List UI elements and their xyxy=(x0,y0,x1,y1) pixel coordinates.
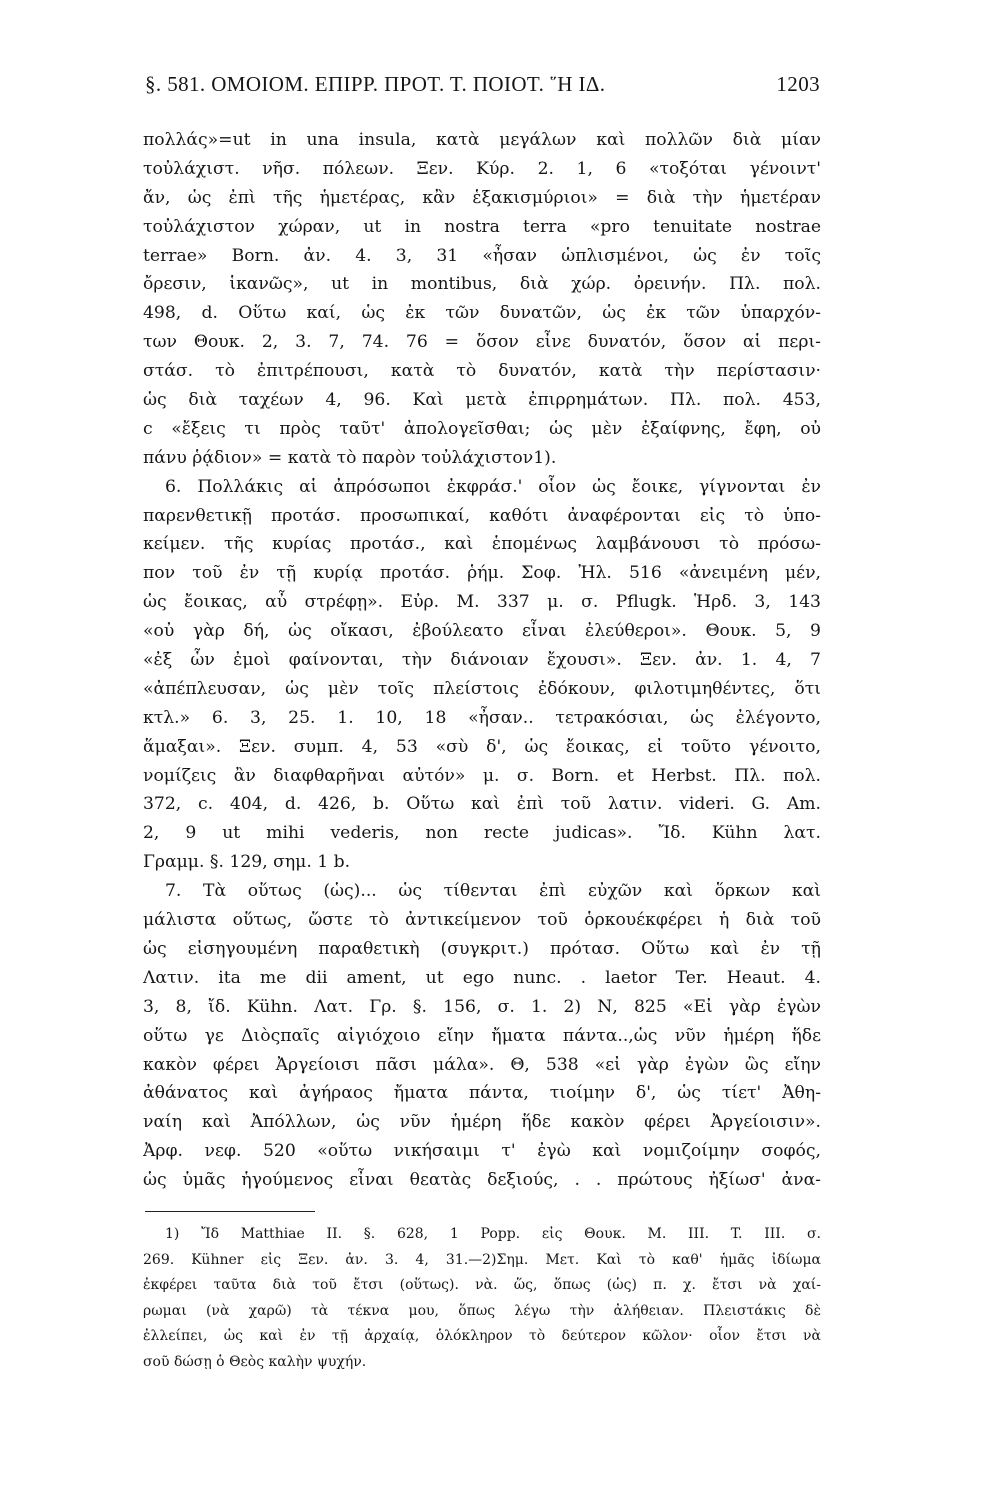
footnotes xyxy=(143,1222,821,1376)
text-line: ὡς ἔοικας, αὖ στρέφῃ». Εὐρ. Μ. 337 μ. σ. Pflugk. Ἡρδ. 3, 143 xyxy=(143,592,821,613)
text-line: ἀθάνατος καὶ ἀγήραος ἤματα πάντα, τιοίμην δ', ὡς τίετ' Ἀθη- xyxy=(143,1083,821,1104)
text-line: 372, c. 404, d. 426, b. Οὕτω καὶ ἐπὶ τοῦ λατιν. videri. G. Am. xyxy=(143,794,821,815)
text-line: τοὐλάχιστ. νῆσ. πόλεων. Ξεν. Κύρ. 2. 1, 6 «τοξόται γένοιντ' xyxy=(143,158,821,179)
text-line: τοὐλάχιστον χώραν, ut in nostra terra «pro tenuitate nostrae xyxy=(143,216,821,237)
running-header-title: §. 581. ΟΜΟΙΟΜ. ΕΠΙΡΡ. ΠΡΟΤ. Τ. ΠΟΙΟΤ. ῞Η ΙΔ. xyxy=(145,72,606,96)
text-line: «οὐ γὰρ δή, ὡς οἴκασι, ἐβούλεατο εἶναι ἐλεύθεροι». Θουκ. 5, 9 xyxy=(143,621,821,642)
text-line: «ἀπέπλευσαν, ὡς μὲν τοῖς πλείστοις ἐδόκουν, φιλοτιμηθέντες, ὅτι xyxy=(143,678,821,699)
text-line: Γραμμ. §. 129, σημ. 1 b. xyxy=(143,852,351,873)
text-line: κτλ.» 6. 3, 25. 1. 10, 18 «ἦσαν.. τετρακόσιαι, ὡς ἐλέγοντο, xyxy=(143,707,821,728)
text-line: κείμεν. τῆς κυρίας προτάσ., καὶ ἑπομένως λαμβάνουσι τὸ πρόσω- xyxy=(143,534,821,555)
running-header xyxy=(145,72,820,97)
text-line: 498, d. Οὕτω καί, ὡς ἐκ τῶν δυνατῶν, ὡς ἐκ τῶν ὑπαρχόν- xyxy=(143,303,821,324)
text-line: 2, 9 ut mihi vederis, non recte judicas». Ἴδ. Kühn λατ. xyxy=(143,823,821,844)
text-line: ναίη καὶ Ἀπόλλων, ὡς νῦν ἡμέρη ἥδε κακὸν φέρει Ἀργείοισιν». xyxy=(143,1112,821,1133)
text-line: στάσ. τὸ ἐπιτρέπουσι, κατὰ τὸ δυνατόν, κατὰ τὴν περίστασιν· xyxy=(143,361,821,382)
text-line: Ἀρφ. νεφ. 520 «οὕτω νικήσαιμι τ' ἐγὼ καὶ νομιζοίμην σοφός, xyxy=(143,1141,821,1162)
text-line: Λατιν. ita me dii ament, ut ego nunc. . laetor Ter. Heaut. 4. xyxy=(143,967,821,988)
footnote-line: ἐλλείπει, ὡς καὶ ἐν τῇ ἀρχαίᾳ, ὁλόκληρον τὸ δεύτερον κῶλον· οἷον ἔτσι νὰ xyxy=(143,1328,821,1345)
text-line: terrae» Born. ἀν. 4. 3, 31 «ἦσαν ὡπλισμένοι, ὡς ἐν τοῖς xyxy=(143,245,821,266)
text-line: πάνυ ῥᾴδιον» = κατὰ τὸ παρὸν τοὐλάχιστον1). xyxy=(143,447,557,468)
text-line: ἄν, ὡς ἐπὶ τῆς ἡμετέρας, κἂν ἑξακισμύριοι» = διὰ τὴν ἡμετέραν xyxy=(143,187,821,208)
footnote-divider xyxy=(145,1211,315,1212)
text-line: πον τοῦ ἐν τῇ κυρίᾳ προτάσ. ῥήμ. Σοφ. Ἠλ. 516 «ἀνειμένη μέν, xyxy=(143,563,821,584)
text-line: πολλάς»=ut in una insula, κατὰ μεγάλων καὶ πολλῶν διὰ μίαν xyxy=(143,130,821,150)
text-line: μάλιστα οὕτως, ὥστε τὸ ἀντικείμενον τοῦ ὁρκουέκφέρει ἡ διὰ τοῦ xyxy=(143,910,821,931)
text-line: ὡς ὑμᾶς ἡγούμενος εἶναι θεατὰς δεξιούς, . . πρώτους ἠξίωσ' ἀνα- xyxy=(143,1170,821,1191)
text-line: ἅμαξαι». Ξεν. συμπ. 4, 53 «σὺ δ', ὡς ἔοικας, εἰ τοῦτο γένοιτο, xyxy=(143,736,821,757)
text-line: 7. Τὰ οὕτως (ὡς)... ὡς τίθενται ἐπὶ εὐχῶν καὶ ὅρκων καὶ xyxy=(165,881,821,902)
text-line: νομίζεις ἂν διαφθαρῆναι αὐτόν» μ. σ. Born. et Herbst. Πλ. πολ. xyxy=(143,765,821,786)
text-line: ὄρεσιν, ἱκανῶς», ut in montibus, διὰ χώρ. ὀρεινήν. Πλ. πολ. xyxy=(143,274,821,295)
main-text xyxy=(143,126,821,1195)
text-line: των Θουκ. 2, 3. 7, 74. 76 = ὅσον εἶνε δυνατόν, ὅσον αἱ περι- xyxy=(143,332,821,353)
text-line: παρενθετικῇ προτάσ. προσωπικαί, καθότι ἀναφέρονται εἰς τὸ ὑπο- xyxy=(143,505,821,526)
footnote-line: 269. Kühner εἰς Ξεν. ἀν. 3. 4, 31.—2)Σημ. Μετ. Καὶ τὸ καθ' ἡμᾶς ἰδίωμα xyxy=(143,1251,821,1268)
text-line: 6. Πολλάκις αἱ ἀπρόσωποι ἐκφράσ.' οἷον ὡς ἔοικε, γίγνονται ἐν xyxy=(165,476,821,497)
text-line: c «ἔξεις τι πρὸς ταῦτ' ἀπολογεῖσθαι; ὡς μὲν ἐξαίφνης, ἔφη, οὐ xyxy=(143,418,821,439)
text-line: 3, 8, ἴδ. Kühn. Λατ. Γρ. §. 156, σ. 1. 2) Ν, 825 «Εἰ γὰρ ἐγὼν xyxy=(143,996,821,1017)
text-line: ὡς εἰσηγουμένη παραθετικὴ (συγκριτ.) πρότασ. Οὕτω καὶ ἐν τῇ xyxy=(143,938,821,959)
text-line: κακὸν φέρει Ἀργείοισι πᾶσι μάλα». Θ, 538 «εἰ γὰρ ἐγὼν ὣς εἴην xyxy=(143,1054,821,1075)
footnote-line: 1) Ἴδ Matthiae II. §. 628, 1 Popp. εἰς Θουκ. M. III. T. III. σ. xyxy=(165,1226,821,1242)
text-line: ὡς διὰ ταχέων 4, 96. Καὶ μετὰ ἐπιρρημάτων. Πλ. πολ. 453, xyxy=(143,390,821,411)
page-number: 1203 xyxy=(776,72,820,96)
footnote-line: ρωμαι (νὰ χαρῶ) τὰ τέκνα μου, ὅπως λέγω τὴν ἀλήθειαν. Πλειστάκις δὲ xyxy=(143,1302,821,1319)
text-line: «ἐξ ὧν ἐμοὶ φαίνονται, τὴν διάνοιαν ἔχουσι». Ξεν. ἀν. 1. 4, 7 xyxy=(143,650,821,671)
footnote-line: σοῦ δώσῃ ὁ Θεὸς καλὴν ψυχήν. xyxy=(143,1353,367,1370)
text-line: οὕτω γε Διὸςπαῖς αἰγιόχοιο εἴην ἤματα πάντα..,ὡς νῦν ἡμέρη ἥδε xyxy=(143,1025,821,1046)
footnote-line: ἐκφέρει ταῦτα διὰ τοῦ ἔτσι (οὕτως). νὰ. ὥς, ὅπως (ὡς) π. χ. ἔτσι νὰ χαί- xyxy=(143,1277,821,1294)
